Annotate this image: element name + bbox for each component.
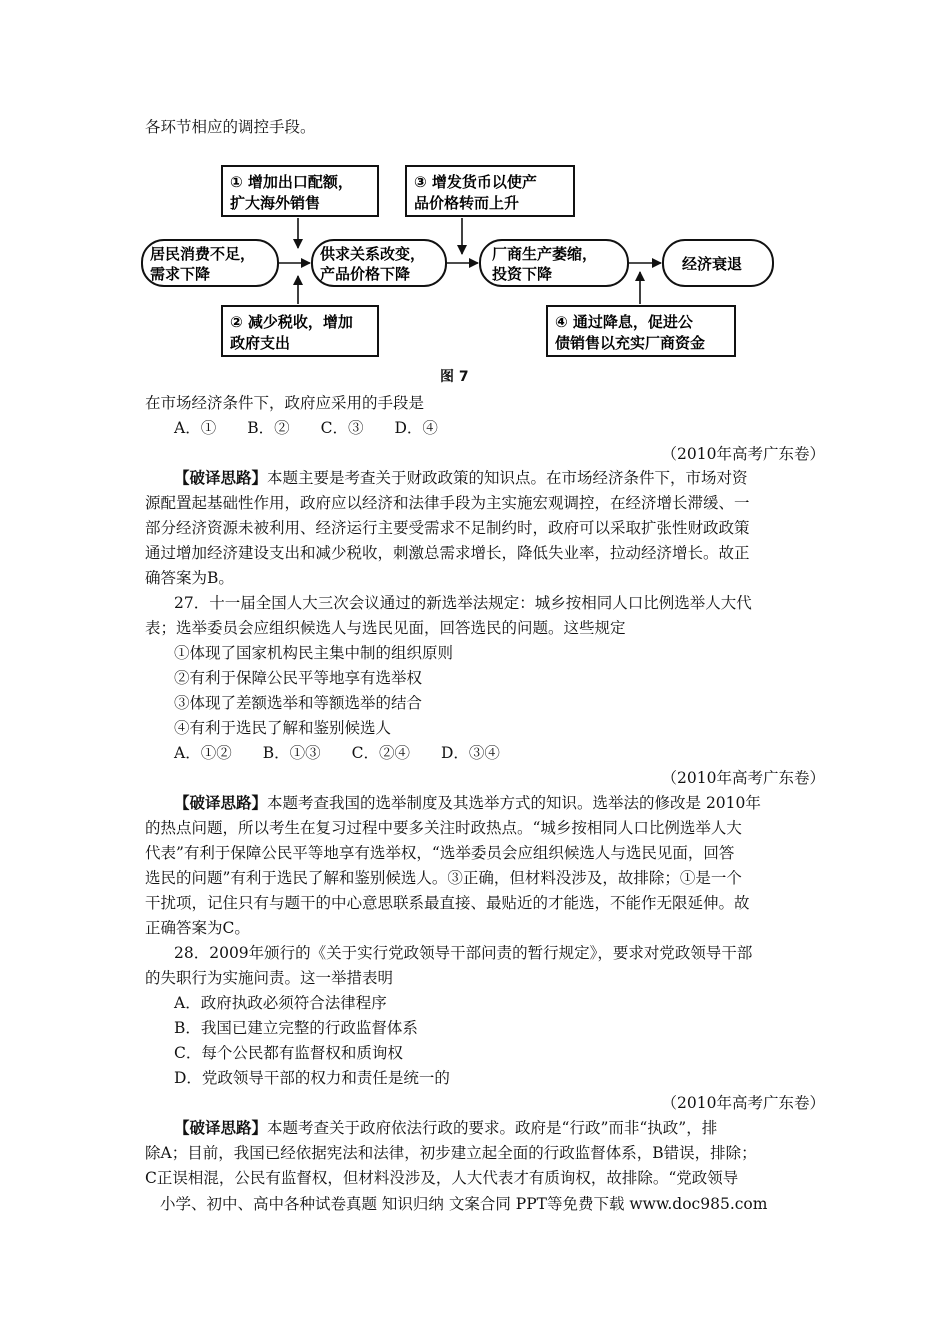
q27-analysis-line-2: 的热点问题，所以考生在复习过程中要多关注时政热点。“城乡按相同人口比例选举人大 — [145, 819, 742, 837]
q26-options: A．① B．② C．③ D．④ — [174, 419, 438, 437]
stage-1-line-1: 居民消费不足， — [150, 245, 256, 263]
q27-stem-line-2: 表；选举委员会应组织候选人与选民见面，回答选民的问题。这些规定 — [145, 619, 626, 637]
measure-box-2 — [222, 306, 378, 356]
q28-option-a: A．政府执政必须符合法律程序 — [174, 994, 387, 1012]
q26-analysis-line-1: 【破译思路】本题主要是考查关于财政政策的知识点。在市场经济条件下，市场对资 — [174, 468, 748, 487]
q26-analysis-line-5: 确答案为B。 — [145, 569, 234, 587]
q27-stem-line-1: 27．十一届全国人大三次会议通过的新选举法规定：城乡按相同人口比例选举人大代 — [174, 594, 752, 612]
measure-1-line-1: ① 增加出口配额， — [230, 173, 353, 191]
q27-options: A．①② B．①③ C．②④ D．③④ — [174, 744, 500, 762]
stage-3-line-2: 投资下降 — [492, 265, 553, 283]
q26-stem: 在市场经济条件下，政府应采用的手段是 — [145, 394, 425, 412]
q28-option-b: B．我国已建立完整的行政监督体系 — [174, 1019, 418, 1037]
stage-4-label: 经济衰退 — [682, 255, 743, 273]
q26-analysis-line-4: 通过增加经济建设支出和减少税收，刺激总需求增长，降低失业率，拉动经济增长。故正 — [145, 544, 750, 562]
measure-4-line-1: ④ 通过降息，促进公 — [555, 313, 693, 331]
q27-source: （2010年高考广东卷） — [661, 769, 825, 787]
q26-source: （2010年高考广东卷） — [661, 445, 825, 463]
q28-stem-line-2: 的失职行为实施问责。这一举措表明 — [145, 969, 394, 987]
q27-item-2: ②有利于保障公民平等地享有选举权 — [174, 669, 423, 687]
q27-analysis-line-3: 代表”有利于保障公民平等地享有选举权，“选举委员会应组织候选人与选民见面，回答 — [145, 844, 735, 862]
q28-stem-line-1: 28．2009年颁行的《关于实行党政领导干部问责的暂行规定》，要求对党政领导干部 — [174, 944, 753, 962]
measure-2-line-1: ② 减少税收，增加 — [230, 313, 353, 331]
q27-analysis-line-6: 正确答案为C。 — [145, 919, 250, 937]
figure-caption: 图 7 — [440, 369, 469, 385]
page-footer[interactable]: 小学、初中、高中各种试卷真题 知识归纳 文案合同 PPT等免费下载 www.doc985.com — [160, 1195, 768, 1213]
q27-item-4: ④有利于选民了解和鉴别候选人 — [174, 719, 392, 737]
measure-2-line-2: 政府支出 — [230, 334, 291, 352]
q28-option-d: D．党政领导干部的权力和责任是统一的 — [174, 1069, 450, 1087]
measure-box-4 — [547, 306, 735, 356]
measure-1-line-2: 扩大海外销售 — [230, 194, 321, 212]
stage-1-line-2: 需求下降 — [150, 265, 211, 283]
stage-3-line-1: 厂商生产萎缩， — [492, 245, 598, 263]
q28-analysis-line-1: 【破译思路】本题考查关于政府依法行政的要求。政府是“行政”而非“执政”，排 — [174, 1118, 718, 1137]
stage-2-line-2: 产品价格下降 — [320, 265, 411, 283]
q28-option-c: C．每个公民都有监督权和质询权 — [174, 1044, 403, 1062]
measure-box-3 — [406, 166, 574, 216]
stage-1 — [142, 240, 278, 286]
q27-analysis-line-1: 【破译思路】本题考查我国的选举制度及其选举方式的知识。选举法的修改是 2010年 — [174, 793, 761, 812]
flow-diagram — [140, 160, 820, 370]
measure-3-line-1: ③ 增发货币以使产 — [414, 173, 537, 191]
q26-analysis-line-2: 源配置起基础性作用，政府应以经济和法律手段为主实施宏观调控，在经济增长滞缓、一 — [145, 494, 750, 512]
q27-item-3: ③体现了差额选举和等额选举的结合 — [174, 694, 423, 712]
measure-3-line-2: 品价格转而上升 — [414, 194, 520, 212]
q28-analysis-line-3: C正误相混，公民有监督权，但材料没涉及，人大代表才有质询权，故排除。“党政领导 — [145, 1169, 739, 1187]
measure-4-line-2: 债销售以充实厂商资金 — [555, 334, 706, 352]
q27-analysis-line-5: 干扰项，记住只有与题干的中心意思联系最直接、最贴近的才能选，不能作无限延伸。故 — [145, 894, 750, 912]
q28-analysis-label: 【破译思路】 — [174, 1118, 268, 1137]
q28-source: （2010年高考广东卷） — [661, 1094, 825, 1112]
stage-2-line-1: 供求关系改变， — [320, 245, 426, 263]
q27-analysis-line-4: 选民的问题”有利于选民了解和鉴别候选人。③正确，但材料没涉及，故排除；①是一个 — [145, 869, 742, 887]
measure-box-1 — [222, 166, 378, 216]
stage-2 — [312, 240, 446, 286]
q28-analysis-line-2: 除A；目前，我国已经依据宪法和法律，初步建立起全面的行政监督体系，B错误，排除； — [145, 1144, 757, 1162]
q27-item-1: ①体现了国家机构民主集中制的组织原则 — [174, 644, 454, 662]
stage-3 — [480, 240, 628, 286]
stage-4 — [663, 240, 773, 286]
intro-text: 各环节相应的调控手段。 — [145, 118, 316, 136]
q26-analysis-line-3: 部分经济资源未被利用、经济运行主要受需求不足制约时，政府可以采取扩张性财政政策 — [145, 519, 750, 537]
q26-analysis-label: 【破译思路】 — [174, 468, 268, 487]
q27-analysis-label: 【破译思路】 — [174, 793, 268, 812]
